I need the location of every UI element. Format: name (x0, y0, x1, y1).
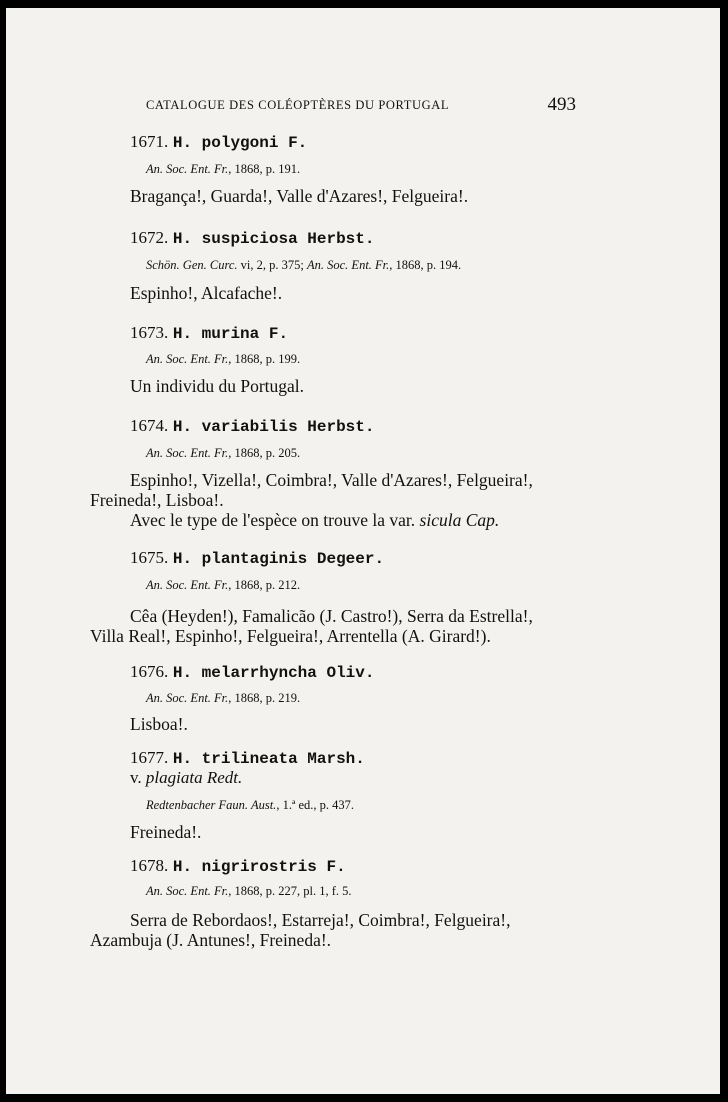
localities-line: Espinho!, Alcafache!. (130, 283, 283, 303)
reference-detail: , 1.ª ed., p. 437. (276, 798, 355, 812)
document-page (6, 8, 720, 1094)
reference-detail: , 1868, p. 199. (228, 352, 301, 366)
bibliographic-reference (146, 578, 300, 593)
reference-detail: , 1868, p. 194. (389, 258, 462, 272)
reference-source: An. Soc. Ent. Fr. (146, 691, 229, 705)
variety-line (130, 768, 242, 788)
reference-source: Schön. Gen. Curc. (146, 258, 238, 272)
species-name: H. nigrirostris F. (172, 858, 346, 876)
reference-detail: , 1868, p. 205. (228, 446, 301, 460)
reference-detail: , 1868, p. 219. (228, 691, 301, 705)
reference-source: An. Soc. Ent. Fr. (146, 578, 229, 592)
bibliographic-reference (146, 352, 300, 367)
bibliographic-reference (146, 691, 300, 706)
entry-title (130, 323, 288, 343)
reference-source: An. Soc. Ent. Fr. (146, 352, 229, 366)
entry-number: 1675. (130, 548, 169, 567)
species-name: H. trilineata Marsh. (172, 750, 365, 768)
entry-number: 1673. (130, 323, 169, 342)
entry-title (130, 416, 374, 436)
note-text: Avec le type de l'espèce on trouve la var. (130, 510, 420, 530)
species-name: H. polygoni F. (172, 134, 308, 152)
bibliographic-reference (146, 798, 354, 813)
species-name: H. murina F. (172, 325, 289, 343)
species-name: H. suspiciosa Herbst. (172, 230, 375, 248)
entry-title (130, 856, 346, 876)
bibliographic-reference (146, 884, 352, 899)
reference-detail: , 1868, p. 212. (228, 578, 301, 592)
entry-title (130, 748, 365, 768)
species-name: H. variabilis Herbst. (172, 418, 375, 436)
variety-prefix: v. (130, 768, 146, 787)
reference-detail: , 1868, p. 227, pl. 1, f. 5. (228, 884, 352, 898)
localities-line: Azambuja (J. Antunes!, Freineda!. (90, 930, 332, 950)
localities-line: Serra de Rebordaos!, Estarreja!, Coimbra!, Felgueira!, (130, 910, 511, 930)
entry-number: 1678. (130, 856, 169, 875)
species-name: H. melarrhyncha Oliv. (172, 664, 375, 682)
variety-name: plagiata Redt. (145, 768, 243, 787)
reference-source: Redtenbacher Faun. Aust. (146, 798, 277, 812)
reference-source: An. Soc. Ent. Fr. (146, 884, 229, 898)
reference-source: An. Soc. Ent. Fr. (146, 162, 229, 176)
page-header (146, 94, 586, 118)
localities-line: Espinho!, Vizella!, Coimbra!, Valle d'Azares!, Felgueira!, (130, 470, 533, 490)
entry-title (130, 662, 374, 682)
reference-detail: vi, 2, p. 375; (237, 258, 307, 272)
reference-source: An. Soc. Ent. Fr. (307, 258, 390, 272)
entry-number: 1674. (130, 416, 169, 435)
entry-number: 1676. (130, 662, 169, 681)
entry-title (130, 548, 384, 568)
localities-line: Villa Real!, Espinho!, Felgueira!, Arrentella (A. Girard!). (90, 626, 491, 646)
entry-number: 1671. (130, 132, 169, 151)
entry-title (130, 228, 374, 248)
localities-line: Freineda!, Lisboa!. (90, 490, 224, 510)
localities-line: Cêa (Heyden!), Famalicão (J. Castro!), Serra da Estrella!, (130, 606, 533, 626)
reference-detail: , 1868, p. 191. (228, 162, 301, 176)
bibliographic-reference (146, 446, 300, 461)
localities-line: Bragança!, Guarda!, Valle d'Azares!, Felgueira!. (130, 186, 469, 206)
species-name: H. plantaginis Degeer. (172, 550, 385, 568)
entry-number: 1677. (130, 748, 169, 767)
bibliographic-reference (146, 258, 461, 273)
entry-title (130, 132, 307, 152)
page-number: 493 (547, 94, 576, 115)
localities-line: Un individu du Portugal. (130, 376, 305, 396)
reference-source: An. Soc. Ent. Fr. (146, 446, 229, 460)
entry-note (130, 510, 499, 531)
entry-number: 1672. (130, 228, 169, 247)
localities-line: Lisboa!. (130, 714, 188, 734)
bibliographic-reference (146, 162, 300, 177)
localities-line: Freineda!. (130, 822, 202, 842)
running-head: CATALOGUE DES COLÉOPTÈRES DU PORTUGAL (146, 98, 450, 112)
note-variety: sicula Cap. (419, 510, 500, 530)
